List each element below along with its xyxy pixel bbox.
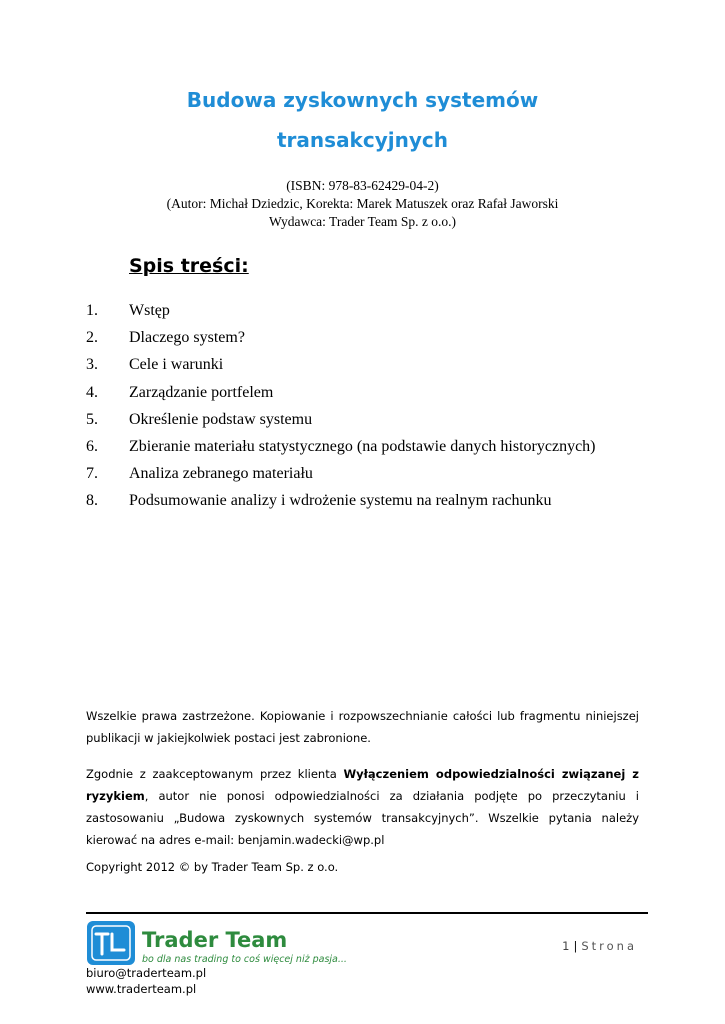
toc-item-label: Cele i warunki <box>129 356 224 374</box>
toc-item-label: Wstęp <box>129 302 170 319</box>
toc-item-label: Zbieranie materiału statystycznego (na podstawie danych historycznych) <box>129 437 596 455</box>
page-number-value: 1 <box>562 939 570 953</box>
disclaimer-bold: Wyłączeniem odpowiedzialności związanej z ryzykiem <box>86 767 639 803</box>
document-title-line2: transakcyjnych <box>277 128 448 152</box>
toc-item-label: Dlaczego system? <box>129 329 245 347</box>
logo-name: Trader Team <box>142 928 288 952</box>
toc-item-number: 7. <box>86 465 98 483</box>
logo-tagline: bo dla nas trading to coś więcej niż pasja... <box>142 954 347 965</box>
toc-item-label: Podsumowanie analizy i wdrożenie systemu na realnym rachunku <box>129 492 552 510</box>
toc-item-number: 5. <box>86 410 98 428</box>
toc-item-number: 1. <box>86 302 98 319</box>
page-number: 1 | Strona <box>562 939 637 953</box>
isbn: (ISBN: 978-83-62429-04-2) <box>286 178 439 193</box>
disclaimer-rest: , autor nie ponosi odpowiedzialności za działania podjęte po przeczytaniu i zastosowaniu „Budowa zyskownych systemów transakcyjnych”. Wszelkie pytania należy kierować na adres e-mail: benjamin.wadecki@wp.pl <box>86 789 639 847</box>
toc-item-number: 6. <box>86 437 98 455</box>
rights-notice: Wszelkie prawa zastrzeżone. Kopiowanie i rozpowszechnianie całości lub fragmentu niniejszej publikacji w jakiejkolwiek postaci jest zabronione. <box>86 709 639 745</box>
contact-website[interactable]: www.traderteam.pl <box>86 982 197 996</box>
document-title-line1: Budowa zyskownych systemów <box>186 88 539 112</box>
toc-heading: Spis treści: <box>129 255 249 277</box>
toc-item-label: Zarządzanie portfelem <box>129 383 274 401</box>
toc-item-number: 2. <box>86 329 98 347</box>
disclaimer-intro: Zgodnie z zaakceptowanym przez klienta <box>86 767 344 781</box>
publisher: Wydawca: Trader Team Sp. z o.o.) <box>269 214 456 229</box>
disclaimer <box>86 763 639 851</box>
publication-info <box>0 177 725 231</box>
trader-team-logo <box>86 920 416 966</box>
toc-item-label: Analiza zebranego materiału <box>129 465 313 483</box>
toc-item-number: 3. <box>86 356 98 374</box>
copyright: Copyright 2012 © by Trader Team Sp. z o.o. <box>86 860 339 874</box>
page-label: Strona <box>581 939 637 953</box>
footer-divider <box>86 912 648 914</box>
toc-item-label: Określenie podstaw systemu <box>129 410 313 428</box>
toc-item-number: 8. <box>86 492 98 510</box>
authors: (Autor: Michał Dziedzic, Korekta: Marek Matuszek oraz Rafał Jaworski <box>166 196 559 211</box>
contact-email[interactable]: biuro@traderteam.pl <box>86 966 207 980</box>
toc-item-number: 4. <box>86 383 98 401</box>
